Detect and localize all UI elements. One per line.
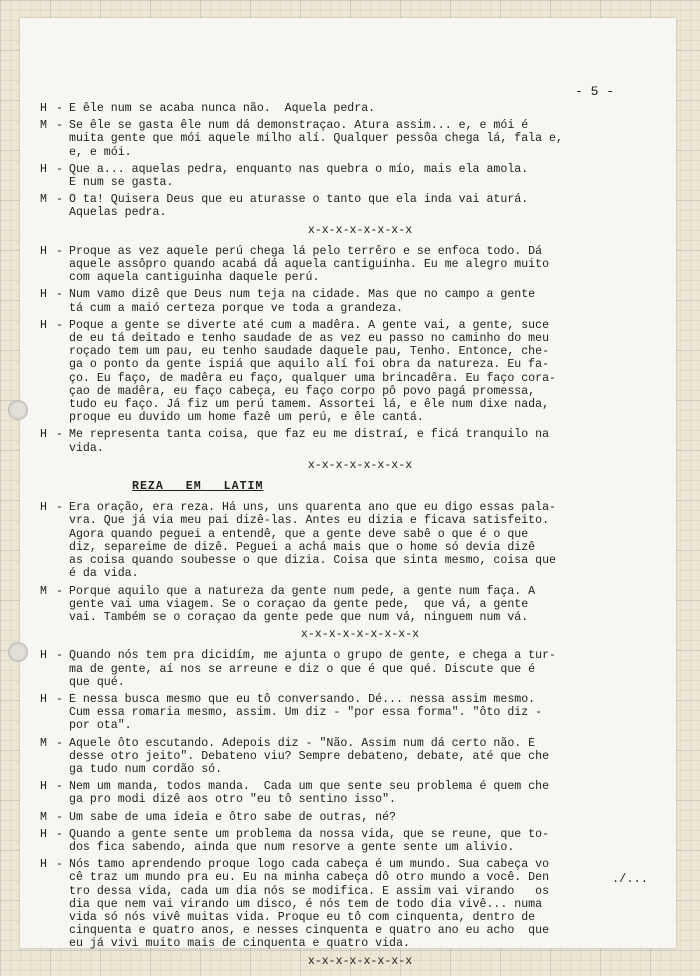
speaker-label: H bbox=[40, 244, 47, 258]
text-line: cinquenta e quatro anos, e nesses cinquenta e quatro ano eu acho que bbox=[69, 924, 550, 938]
text-line: Aquelas pedra. bbox=[69, 206, 167, 220]
paragraph-lines bbox=[69, 693, 670, 733]
speaker-label: M bbox=[40, 736, 47, 750]
text-line: Era oração, era reza. Há uns, uns quarenta ano que eu digo essas pala- bbox=[69, 501, 557, 515]
paragraph-lines bbox=[69, 245, 670, 285]
dialogue-paragraph bbox=[40, 585, 670, 625]
text-line: vra. Que já via meu pai dizê-las. Antes eu dizia e ficava satisfeito. bbox=[69, 514, 550, 528]
text-line: Cum essa romaria mesmo, assim. Um diz - "por essa forma". "ôto diz - bbox=[69, 706, 543, 720]
dialogue-paragraph bbox=[40, 245, 670, 285]
text-line: tro dessa vida, cada um dia nós se modifica. E assim vai virando os bbox=[69, 884, 550, 898]
dialogue-paragraph bbox=[40, 288, 670, 314]
continued-mark: ./... bbox=[611, 872, 648, 886]
speaker-dash: - bbox=[56, 318, 63, 332]
paragraph-lines bbox=[69, 780, 670, 806]
text-line: Ô ta! Quisera Deus que eu aturasse o tanto que ela inda vai aturá. bbox=[69, 193, 529, 207]
dialogue-paragraph bbox=[40, 119, 670, 159]
dialogue-block-4 bbox=[40, 649, 670, 950]
text-line: Um sabe de uma ideia e ôtro sabe de outras, né? bbox=[69, 810, 396, 824]
speaker-label: H bbox=[40, 780, 47, 794]
speaker-dash: - bbox=[56, 102, 63, 115]
text-line: çao de madêra, eu faço cabeça, eu faço corpo pô povo pagá promessa, bbox=[69, 384, 536, 398]
speaker-label: H bbox=[40, 162, 47, 176]
dialogue-paragraph bbox=[40, 319, 670, 425]
separator-1: x-x-x-x-x-x-x-x bbox=[307, 223, 413, 237]
paragraph-lines bbox=[69, 428, 670, 454]
text-line: proque eu duvido um home fazê um perú, e êle cantá. bbox=[69, 411, 424, 425]
text-line: ga o ponto da gente ispiá que aquilo alí foi obra da natureza. Eu fa- bbox=[69, 358, 550, 372]
speaker-label: M bbox=[40, 810, 47, 824]
speaker-label: H bbox=[40, 649, 47, 663]
dialogue-paragraph bbox=[40, 693, 670, 733]
text-line: Nem um manda, todos manda. Cada um que sente seu problema é quem che bbox=[69, 780, 550, 794]
speaker-label: M bbox=[40, 193, 47, 207]
speaker-label: H bbox=[40, 858, 47, 872]
dialogue-paragraph bbox=[40, 737, 670, 777]
speaker-dash: - bbox=[56, 119, 63, 133]
text-line: tudo eu faço. Já fiz um perú tamem. Assortei lá, e êle num dixe nada, bbox=[69, 398, 550, 412]
paragraph-lines bbox=[69, 102, 670, 115]
speaker-dash: - bbox=[56, 827, 63, 841]
text-line: Se êle se gasta êle num dá demonstraçao. Atura assim... e, e mói é bbox=[69, 119, 529, 133]
text-line: Aquele ôto escutando. Adepois diz - "Não. Assim num dá certo não. É bbox=[69, 736, 536, 750]
speaker-label: H bbox=[40, 102, 47, 115]
text-line: tá cum a maió certeza porque ve toda a grandeza. bbox=[69, 301, 403, 315]
speaker-label: M bbox=[40, 119, 47, 133]
dialogue-block-2 bbox=[40, 245, 670, 455]
dialogue-paragraph bbox=[40, 649, 670, 689]
text-line: Poque a gente se diverte até cum a madêra. A gente vai, a gente, suce bbox=[69, 318, 550, 332]
text-line: muita gente que mói aquele milho alí. Qualquer pessôa chega lá, fala e, bbox=[69, 132, 563, 146]
separator-2: x-x-x-x-x-x-x-x bbox=[307, 458, 413, 472]
paragraph-lines bbox=[69, 288, 670, 314]
typewritten-page bbox=[20, 18, 676, 968]
text-line: com aquela cantiguinha daquele perú. bbox=[69, 271, 320, 285]
punch-hole bbox=[8, 642, 28, 662]
text-line: vai. Também se o coraçao da gente pede que num vá, ninguem num vá. bbox=[69, 610, 529, 624]
speaker-label: M bbox=[40, 584, 47, 598]
dialogue-paragraph bbox=[40, 193, 670, 219]
section-heading: REZA EM LATIM bbox=[132, 480, 264, 494]
speaker-dash: - bbox=[56, 501, 63, 515]
text-line: é da vida. bbox=[69, 567, 139, 581]
paragraph-lines bbox=[69, 585, 670, 625]
text-line: as coisa quando soubesse o que dizia. Coisa que sinta mesmo, coisa que bbox=[69, 554, 557, 568]
text-line: eu já vivi muito mais de cinquenta e quatro vida. bbox=[69, 937, 410, 951]
speaker-dash: - bbox=[56, 692, 63, 706]
text-line: roçado tem um pau, eu tenho saudade daquele pau, Tenho. Entonce, che- bbox=[69, 345, 550, 359]
paragraph-lines bbox=[69, 858, 670, 950]
speaker-label: H bbox=[40, 501, 47, 515]
paragraph-lines bbox=[69, 501, 670, 580]
text-line: cê traz um mundo pra eu. Eu na minha cabeça dô otro mundo a você. Den bbox=[69, 871, 550, 885]
speaker-dash: - bbox=[56, 810, 63, 824]
speaker-dash: - bbox=[56, 649, 63, 663]
text-line: ga tudo num cordão só. bbox=[69, 762, 223, 776]
speaker-label: H bbox=[40, 692, 47, 706]
speaker-dash: - bbox=[56, 244, 63, 258]
text-line: ga pro modi dizê aos otro "eu tô sentino isso". bbox=[69, 793, 396, 807]
text-line: de eu tá deitado e tenho saudade de as vez eu passo no caminho do meu bbox=[69, 332, 550, 346]
text-line: por ota". bbox=[69, 719, 132, 733]
text-line: ma de gente, aí nos se arreune e diz o que é que qué. Discute que é bbox=[69, 662, 536, 676]
paragraph-lines bbox=[69, 119, 670, 159]
speaker-label: H bbox=[40, 318, 47, 332]
paragraph-lines bbox=[69, 811, 670, 824]
text-line: Num vamo dizê que Deus num teja na cidade. Mas que no campo a gente bbox=[69, 288, 536, 302]
text-line: ço. Eu faço, de madêra eu faço, qualquer uma brincadêra. Eu faço cora- bbox=[69, 371, 557, 385]
speaker-dash: - bbox=[56, 428, 63, 442]
speaker-label: H bbox=[40, 827, 47, 841]
speaker-dash: - bbox=[56, 193, 63, 207]
text-line: desse otro jeito". Debateno viu? Sempre debateno, debate, até que che bbox=[69, 749, 550, 763]
separator-4: x-x-x-x-x-x-x-x bbox=[307, 954, 413, 968]
text-line: Proque as vez aquele perú chega lá pelo terrêro e se enfoca todo. Dá bbox=[69, 244, 543, 258]
text-line: É nessa busca mesmo que eu tô conversando. Dé... nessa assim mesmo. bbox=[69, 692, 536, 706]
text-line: que qué. bbox=[69, 675, 125, 689]
paragraph-lines bbox=[69, 737, 670, 777]
dialogue-paragraph bbox=[40, 858, 670, 950]
text-line: vida. bbox=[69, 441, 104, 455]
text-line: aquele assôpro quando acabá dá aquela cantiguinha. Eu me alegro muito bbox=[69, 258, 550, 272]
text-line: dos fica sabendo, ainda que num resorve a gente sente um alivio. bbox=[69, 840, 515, 854]
dialogue-block-3 bbox=[40, 501, 670, 624]
speaker-dash: - bbox=[56, 288, 63, 302]
document-body bbox=[40, 102, 670, 976]
paragraph-lines bbox=[69, 649, 670, 689]
dialogue-paragraph bbox=[40, 828, 670, 854]
text-line: E num se gasta. bbox=[69, 176, 174, 190]
text-line: Agora quando peguei a entendê, que a gente deve sabê o que é o que bbox=[69, 527, 529, 541]
text-line: vida só nós vivê muitas vida. Proque eu tô com cinquenta, dentro de bbox=[69, 910, 536, 924]
text-line: Me representa tanta coisa, que faz eu me distraí, e ficá tranquilo na bbox=[69, 428, 550, 442]
dialogue-paragraph bbox=[40, 163, 670, 189]
speaker-label: H bbox=[40, 428, 47, 442]
page-number: - 5 - bbox=[574, 84, 614, 99]
speaker-dash: - bbox=[56, 780, 63, 794]
text-line: Que a... aquelas pedra, enquanto nas quebra o mío, mais ela amola. bbox=[69, 162, 529, 176]
paragraph-lines bbox=[69, 163, 670, 189]
speaker-dash: - bbox=[56, 162, 63, 176]
paragraph-lines bbox=[69, 828, 670, 854]
speaker-label: H bbox=[40, 288, 47, 302]
text-line: gente vai uma viagem. Se o coraçao da gente pede, que vá, a gente bbox=[69, 597, 529, 611]
separator-3: x-x-x-x-x-x-x-x-x bbox=[300, 628, 420, 642]
text-line: Quando nós tem pra dicidím, me ajunta o grupo de gente, e chega a tur- bbox=[69, 649, 557, 663]
dialogue-paragraph bbox=[40, 811, 670, 824]
text-line: Porque aquilo que a natureza da gente num pede, a gente num faça. A bbox=[69, 584, 536, 598]
dialogue-paragraph bbox=[40, 501, 670, 580]
paragraph-lines bbox=[69, 193, 670, 219]
punch-hole bbox=[8, 400, 28, 420]
text-line: e, e mói. bbox=[69, 145, 132, 159]
speaker-dash: - bbox=[56, 858, 63, 872]
dialogue-paragraph bbox=[40, 428, 670, 454]
speaker-dash: - bbox=[56, 736, 63, 750]
text-line: dia que nem vai virando um disco, é nós tem de todo dia vivê... numa bbox=[69, 897, 543, 911]
dialogue-paragraph bbox=[40, 102, 670, 115]
dialogue-paragraph bbox=[40, 780, 670, 806]
paragraph-lines bbox=[69, 319, 670, 425]
speaker-dash: - bbox=[56, 584, 63, 598]
text-line: Nós tamo aprendendo proque logo cada cabeça é um mundo. Sua cabeça vo bbox=[69, 858, 550, 872]
text-line: Quando a gente sente um problema da nossa vida, que se reune, que to- bbox=[69, 827, 550, 841]
dialogue-block-1 bbox=[40, 102, 670, 220]
text-line: E êle num se acaba nunca não. Aquela pedra. bbox=[69, 102, 376, 115]
text-line: diz, separeime de dizê. Peguei a achá mais que o home só devia dizê bbox=[69, 540, 536, 554]
